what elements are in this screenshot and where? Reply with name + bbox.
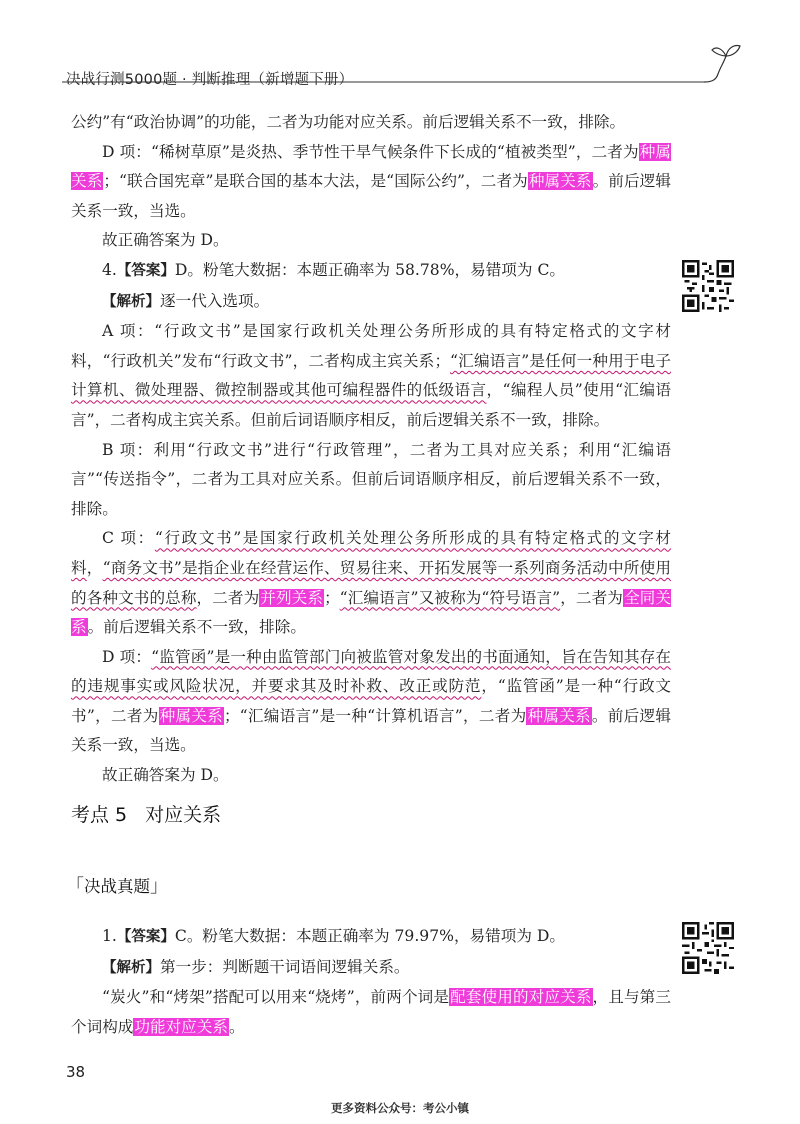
text: D 项：“稀树草原”是炎热、季节性干旱气候条件下长成的“植被类型”，二者为 (102, 142, 639, 161)
wavy-underline: “汇编语言”又被称为“符号语言” (339, 588, 561, 607)
section-number: 考点 5 (71, 804, 128, 826)
highlight: 种属关系 (71, 142, 671, 191)
text: ； (324, 588, 340, 607)
qr-code-icon[interactable] (682, 922, 734, 974)
text: 第一步：判断题干词语间逻辑关系。 (160, 957, 410, 976)
paragraph-option-a (71, 317, 671, 435)
sub-heading (66, 872, 168, 898)
question-number: 1. (102, 927, 117, 945)
wavy-underline: “商务文书”是指企业在经营运作、贸易往来、开拓发展等一系列商务活动中所使用的各种文书的总称 (71, 558, 671, 607)
text: C 项： (102, 529, 155, 548)
bracket-open: 「 (66, 876, 84, 897)
text: ， (86, 558, 103, 577)
question-number: 4. (102, 260, 117, 279)
text: 。前后逻辑关系一致，当选。 (71, 706, 671, 755)
highlight: 并列关系 (260, 588, 324, 607)
bracket-close: 」 (150, 876, 168, 897)
highlight: 配套使用的对应关系 (450, 988, 592, 1007)
highlight: 种属关系 (159, 706, 224, 725)
analysis-line (71, 953, 671, 984)
paragraph (71, 108, 671, 138)
paragraph-conclusion (71, 226, 671, 256)
text: 逐一代入选项。 (160, 291, 270, 310)
text: ，“监管函”是一种“行政文书”，二者为 (71, 677, 671, 725)
text: 故正确答案为 D。 (102, 231, 229, 250)
text: ，二者为 (560, 588, 623, 607)
explanation-block (71, 108, 671, 791)
text: ，“编程人员”使用“汇编语言”，二者构成主宾关系。但前后词语顺序相反，前后逻辑关系不一致，排除。 (71, 381, 671, 429)
answer-line (71, 922, 671, 953)
analysis-tag: 【解析】 (102, 959, 160, 976)
text: 。前后逻辑关系一致，当选。 (71, 172, 671, 220)
paragraph (71, 983, 671, 1042)
text: D。粉笔大数据：本题正确率为 58.78%，易错项为 C。 (174, 260, 565, 279)
analysis-tag: 【解析】 (102, 293, 160, 310)
footer-note: 更多资料公众号：考公小镇 (331, 1101, 469, 1115)
paragraph-option-d2 (71, 643, 671, 761)
text: C。粉笔大数据：本题正确率为 79.97%，易错项为 D。 (174, 927, 565, 945)
book-title: 决战行测5000题 · 判断推理（新增题下册） (66, 72, 354, 88)
text: ；“联合国宪章”是联合国的基本大法，是“国际公约”，二者为 (103, 172, 528, 191)
section-title: 对应关系 (145, 804, 222, 826)
qr-code-icon[interactable] (682, 260, 734, 312)
paragraph-conclusion-2 (71, 761, 671, 791)
sprout-icon (712, 45, 740, 56)
header-rule (0, 0, 800, 100)
text: ，二者为 (196, 588, 260, 607)
text: A 项：“行政文书”是国家行政机关处理公务所形成的具有特定格式的文字材料，“行政机关”发布“行政文书”，二者构成主宾关系； (71, 322, 671, 370)
explanation-block-2 (71, 922, 671, 1042)
answer-tag: 【答案】 (116, 262, 175, 279)
text: 故正确答案为 D。 (102, 766, 229, 785)
highlight: 种属关系 (527, 706, 591, 725)
highlight: 全同关系 (71, 588, 671, 637)
highlight: 种属关系 (528, 172, 592, 191)
text: ，且与第三个词构成 (71, 988, 671, 1036)
highlight: 功能对应关系 (134, 1017, 228, 1036)
text: 。 (228, 1017, 245, 1036)
wavy-underline: “汇编语言”是任何一种用于电子计算机、微处理器、微控制器或其他可编程器件的低级语言 (71, 351, 671, 400)
text: B 项：利用“行政文书”进行“行政管理”，二者为工具对应关系；利用“汇编语言”“传送指令”，二者为工具对应关系。但前后词语顺序相反，前后逻辑关系不一致，排除。 (71, 440, 671, 518)
wavy-underline: “监管函”是一种由监管部门向被监管对象发出的书面通知，旨在告知其存在的违规事实或风险状况，并要求其及时补救、改正或防范 (71, 647, 671, 696)
text: D 项： (102, 647, 152, 666)
text: 公约”有“政治协调”的功能，二者为功能对应关系。前后逻辑关系不一致，排除。 (71, 113, 626, 131)
wavy-underline: “行政文书”是国家行政机关处理公务所形成的具有特定格式的文字材料 (71, 529, 671, 577)
text: “炭火”和“烤架”搭配可以用来“烧烤”，前两个词是 (102, 988, 450, 1007)
analysis-line (71, 287, 671, 318)
paragraph-option-b (71, 436, 671, 525)
section-heading (71, 800, 221, 827)
paragraph-option-d (71, 138, 671, 227)
page-number: 38 (66, 1063, 86, 1081)
text: 。前后逻辑关系不一致，排除。 (87, 618, 306, 637)
text: ；“汇编语言”是一种“计算机语言”，二者为 (224, 706, 527, 725)
answer-tag: 【答案】 (116, 929, 175, 945)
sub-heading-label: 决战真题 (84, 877, 150, 896)
paragraph-option-c (71, 524, 671, 642)
answer-line (71, 256, 671, 287)
